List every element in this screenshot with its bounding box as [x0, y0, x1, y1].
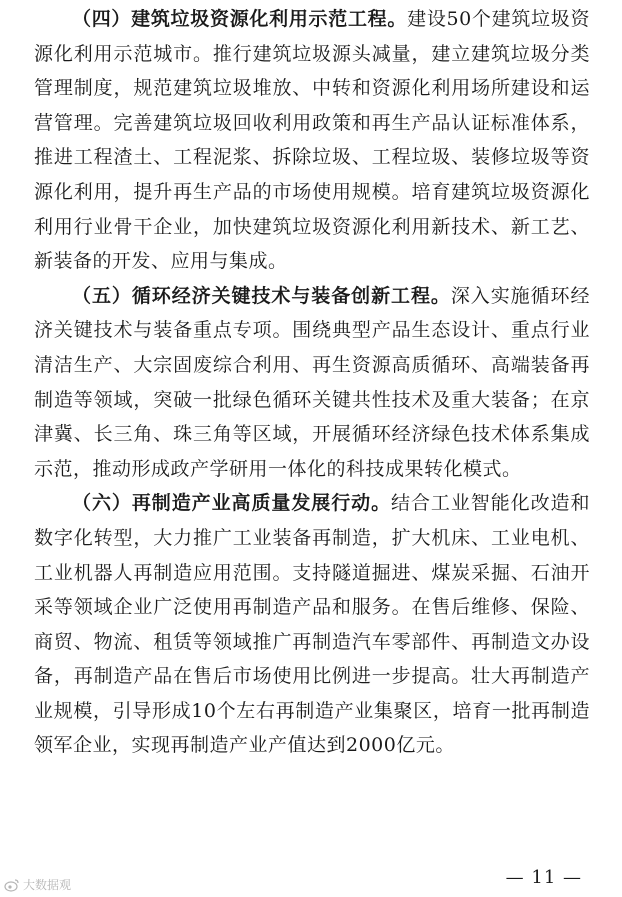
watermark-text: 大数据观	[23, 878, 72, 892]
paragraph-remanufacturing	[34, 486, 590, 763]
document-page	[34, 0, 590, 763]
weibo-icon	[4, 878, 20, 892]
paragraph-construction-waste	[34, 0, 590, 279]
section-heading-6: （六）再制造产业高质量发展行动。	[72, 492, 392, 515]
watermark	[4, 876, 71, 893]
section-heading-5: （五）循环经济关键技术与装备创新工程。	[72, 284, 451, 307]
section-body-5: 深入实施循环经济关键技术与装备重点专项。围绕典型产品生态设计、重点行业清洁生产、大宗固废综合利用、再生资源高质循环、高端装备再制造等领域，突破一批绿色循环关键共性技术及重大装备；在京津冀、长三角、珠三角等区域，开展循环经济绿色技术体系集成示范，推动形成政产学研用一体化的科技成果转化模式。	[34, 284, 590, 480]
page-number: — 11 —	[505, 867, 582, 888]
section-heading-4: （四）建筑垃圾资源化利用示范工程。	[72, 8, 408, 30]
section-body-4: 建设50个建筑垃圾资源化利用示范城市。推行建筑垃圾源头减量，建立建筑垃圾分类管理制度，规范建筑垃圾堆放、中转和资源化利用场所建设和运营管理。完善建筑垃圾回收利用政策和再生产品认证标准体系，推进工程渣土、工程泥浆、拆除垃圾、工程垃圾、装修垃圾等资源化利用，提升再生产品的市场使用规模。培育建筑垃圾资源化利用行业骨干企业，加快建筑垃圾资源化利用新技术、新工艺、新装备的开发、应用与集成。	[34, 8, 590, 273]
section-body-6: 结合工业智能化改造和数字化转型，大力推广工业装备再制造，扩大机床、工业电机、工业机器人再制造应用范围。支持隧道掘进、煤炭采掘、石油开采等领域企业广泛使用再制造产品和服务。在售后维修、保险、商贸、物流、租赁等领域推广再制造汽车零部件、再制造文办设备，再制造产品在售后市场使用比例进一步提高。壮大再制造产业规模，引导形成10个左右再制造产业集聚区，培育一批再制造领军企业，实现再制造产业产值达到2000亿元。	[34, 492, 590, 757]
paragraph-circular-economy-tech	[34, 279, 590, 487]
